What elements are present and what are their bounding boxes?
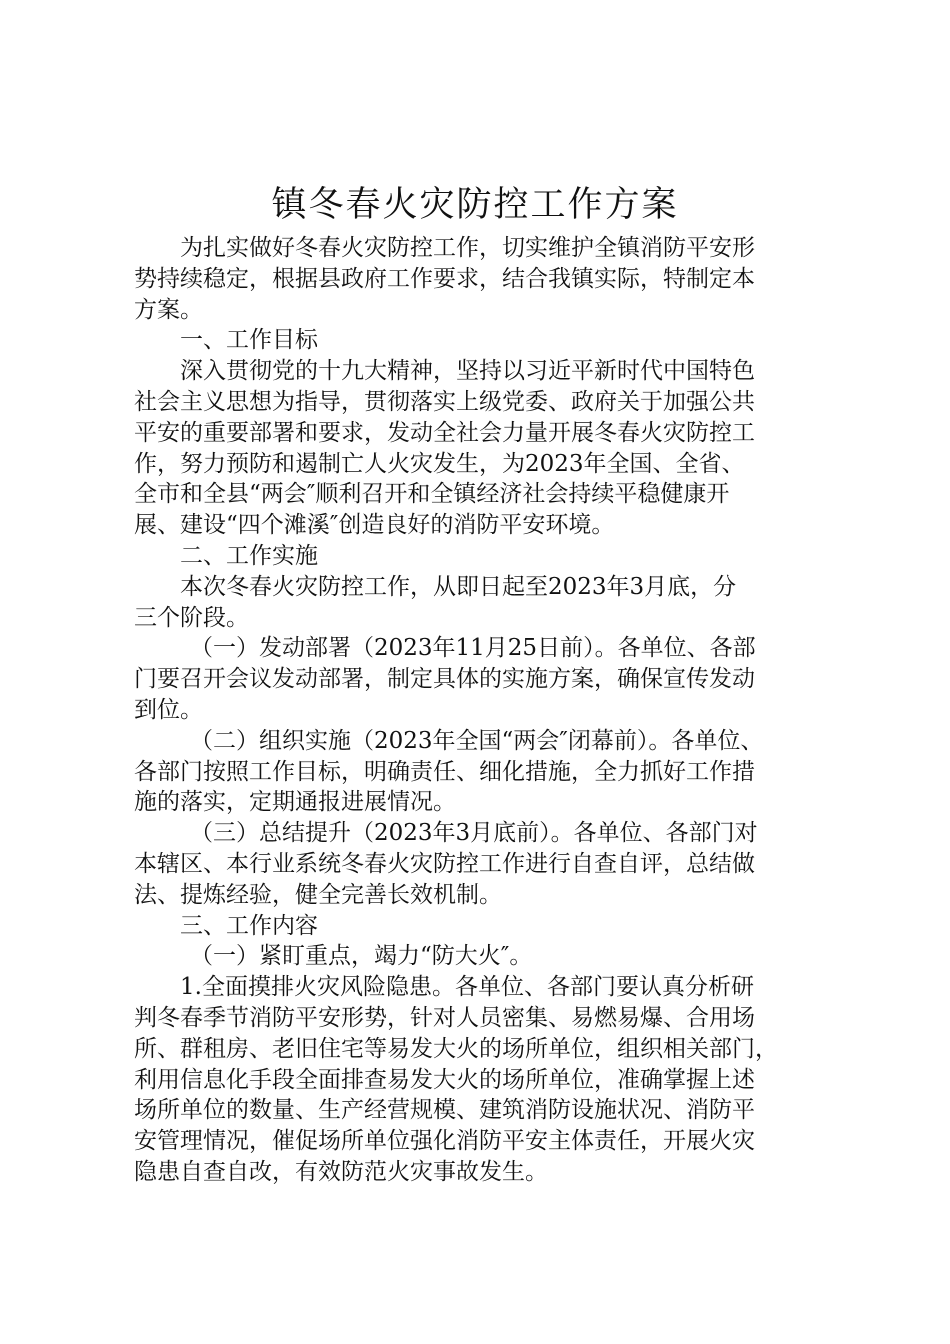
paragraph-line: 各部门按照工作目标，明确责任、细化措施，全力抓好工作措 [134, 758, 755, 785]
paragraph-line: 深入贯彻党的十九大精神，坚持以习近平新时代中国特色 [180, 358, 755, 385]
document-title: 镇冬春火灾防控工作方案 [271, 185, 679, 225]
document-body [134, 233, 834, 1188]
paragraph-line: 判冬春季节消防平安形势，针对人员密集、易燃易爆、合用场 [134, 1004, 755, 1031]
paragraph-line: 所、群租房、老旧住宅等易发大火的场所单位，组织相关部门， [134, 1035, 778, 1062]
paragraph-line: 门要召开会议发动部署，制定具体的实施方案，确保宣传发动 [134, 666, 755, 693]
paragraph-line: 1.全面摸排火灾风险隐患。各单位、各部门要认真分析研 [180, 974, 754, 1001]
paragraph-line: 施的落实，定期通报进展情况。 [134, 789, 456, 816]
paragraph-line: 全市和全县“两会″顺利召开和全镇经济社会持续平稳健康开 [134, 481, 730, 508]
section-heading: 三、工作内容 [180, 912, 318, 939]
paragraph-line: 法、提炼经验，健全完善长效机制。 [134, 881, 502, 908]
paragraph-line: 作，努力预防和遏制亡人火灾发生，为2023年全国、全省、 [134, 450, 745, 477]
paragraph-line: （一）发动部署（2023年11月25日前）。各单位、各部 [190, 635, 756, 662]
paragraph-line: 为扎实做好冬春火灾防控工作，切实维护全镇消防平安形 [180, 235, 755, 261]
paragraph-line: 展、建设“四个滩溪″创造良好的消防平安环境。 [134, 512, 615, 539]
paragraph-line: 势持续稳定，根据县政府工作要求，结合我镇实际，特制定本 [134, 265, 755, 292]
paragraph-line: 到位。 [134, 696, 203, 723]
paragraph-line: （三）总结提升（2023年3月底前）。各单位、各部门对 [190, 820, 758, 847]
paragraph-line: （二）组织实施（2023年全国“两会″闭幕前）。各单位、 [190, 727, 764, 754]
paragraph-line: 场所单位的数量、生产经营规模、建筑消防设施状况、消防平 [134, 1097, 755, 1124]
paragraph-line: 平安的重要部署和要求，发动全社会力量开展冬春火灾防控工 [134, 419, 755, 446]
section-heading: 一、工作目标 [180, 327, 318, 354]
paragraph-line: 本辖区、本行业系统冬春火灾防控工作进行自查自评，总结做 [134, 850, 755, 877]
paragraph-line: 方案。 [134, 296, 203, 323]
paragraph-line: 社会主义思想为指导，贯彻落实上级党委、政府关于加强公共 [134, 388, 755, 415]
paragraph-line: 隐患自查自改，有效防范火灾事故发生。 [134, 1158, 548, 1185]
paragraph-line: 利用信息化手段全面排查易发大火的场所单位，准确掌握上述 [134, 1066, 755, 1093]
paragraph-line: 三个阶段。 [134, 604, 249, 631]
paragraph-line: 本次冬春火灾防控工作，从即日起至2023年3月底，分 [180, 573, 737, 600]
subsection-heading: （一）紧盯重点，竭力“防大火″。 [190, 943, 533, 970]
section-heading: 二、工作实施 [180, 542, 318, 569]
paragraph-line: 安管理情况，催促场所单位强化消防平安主体责任，开展火灾 [134, 1128, 755, 1155]
